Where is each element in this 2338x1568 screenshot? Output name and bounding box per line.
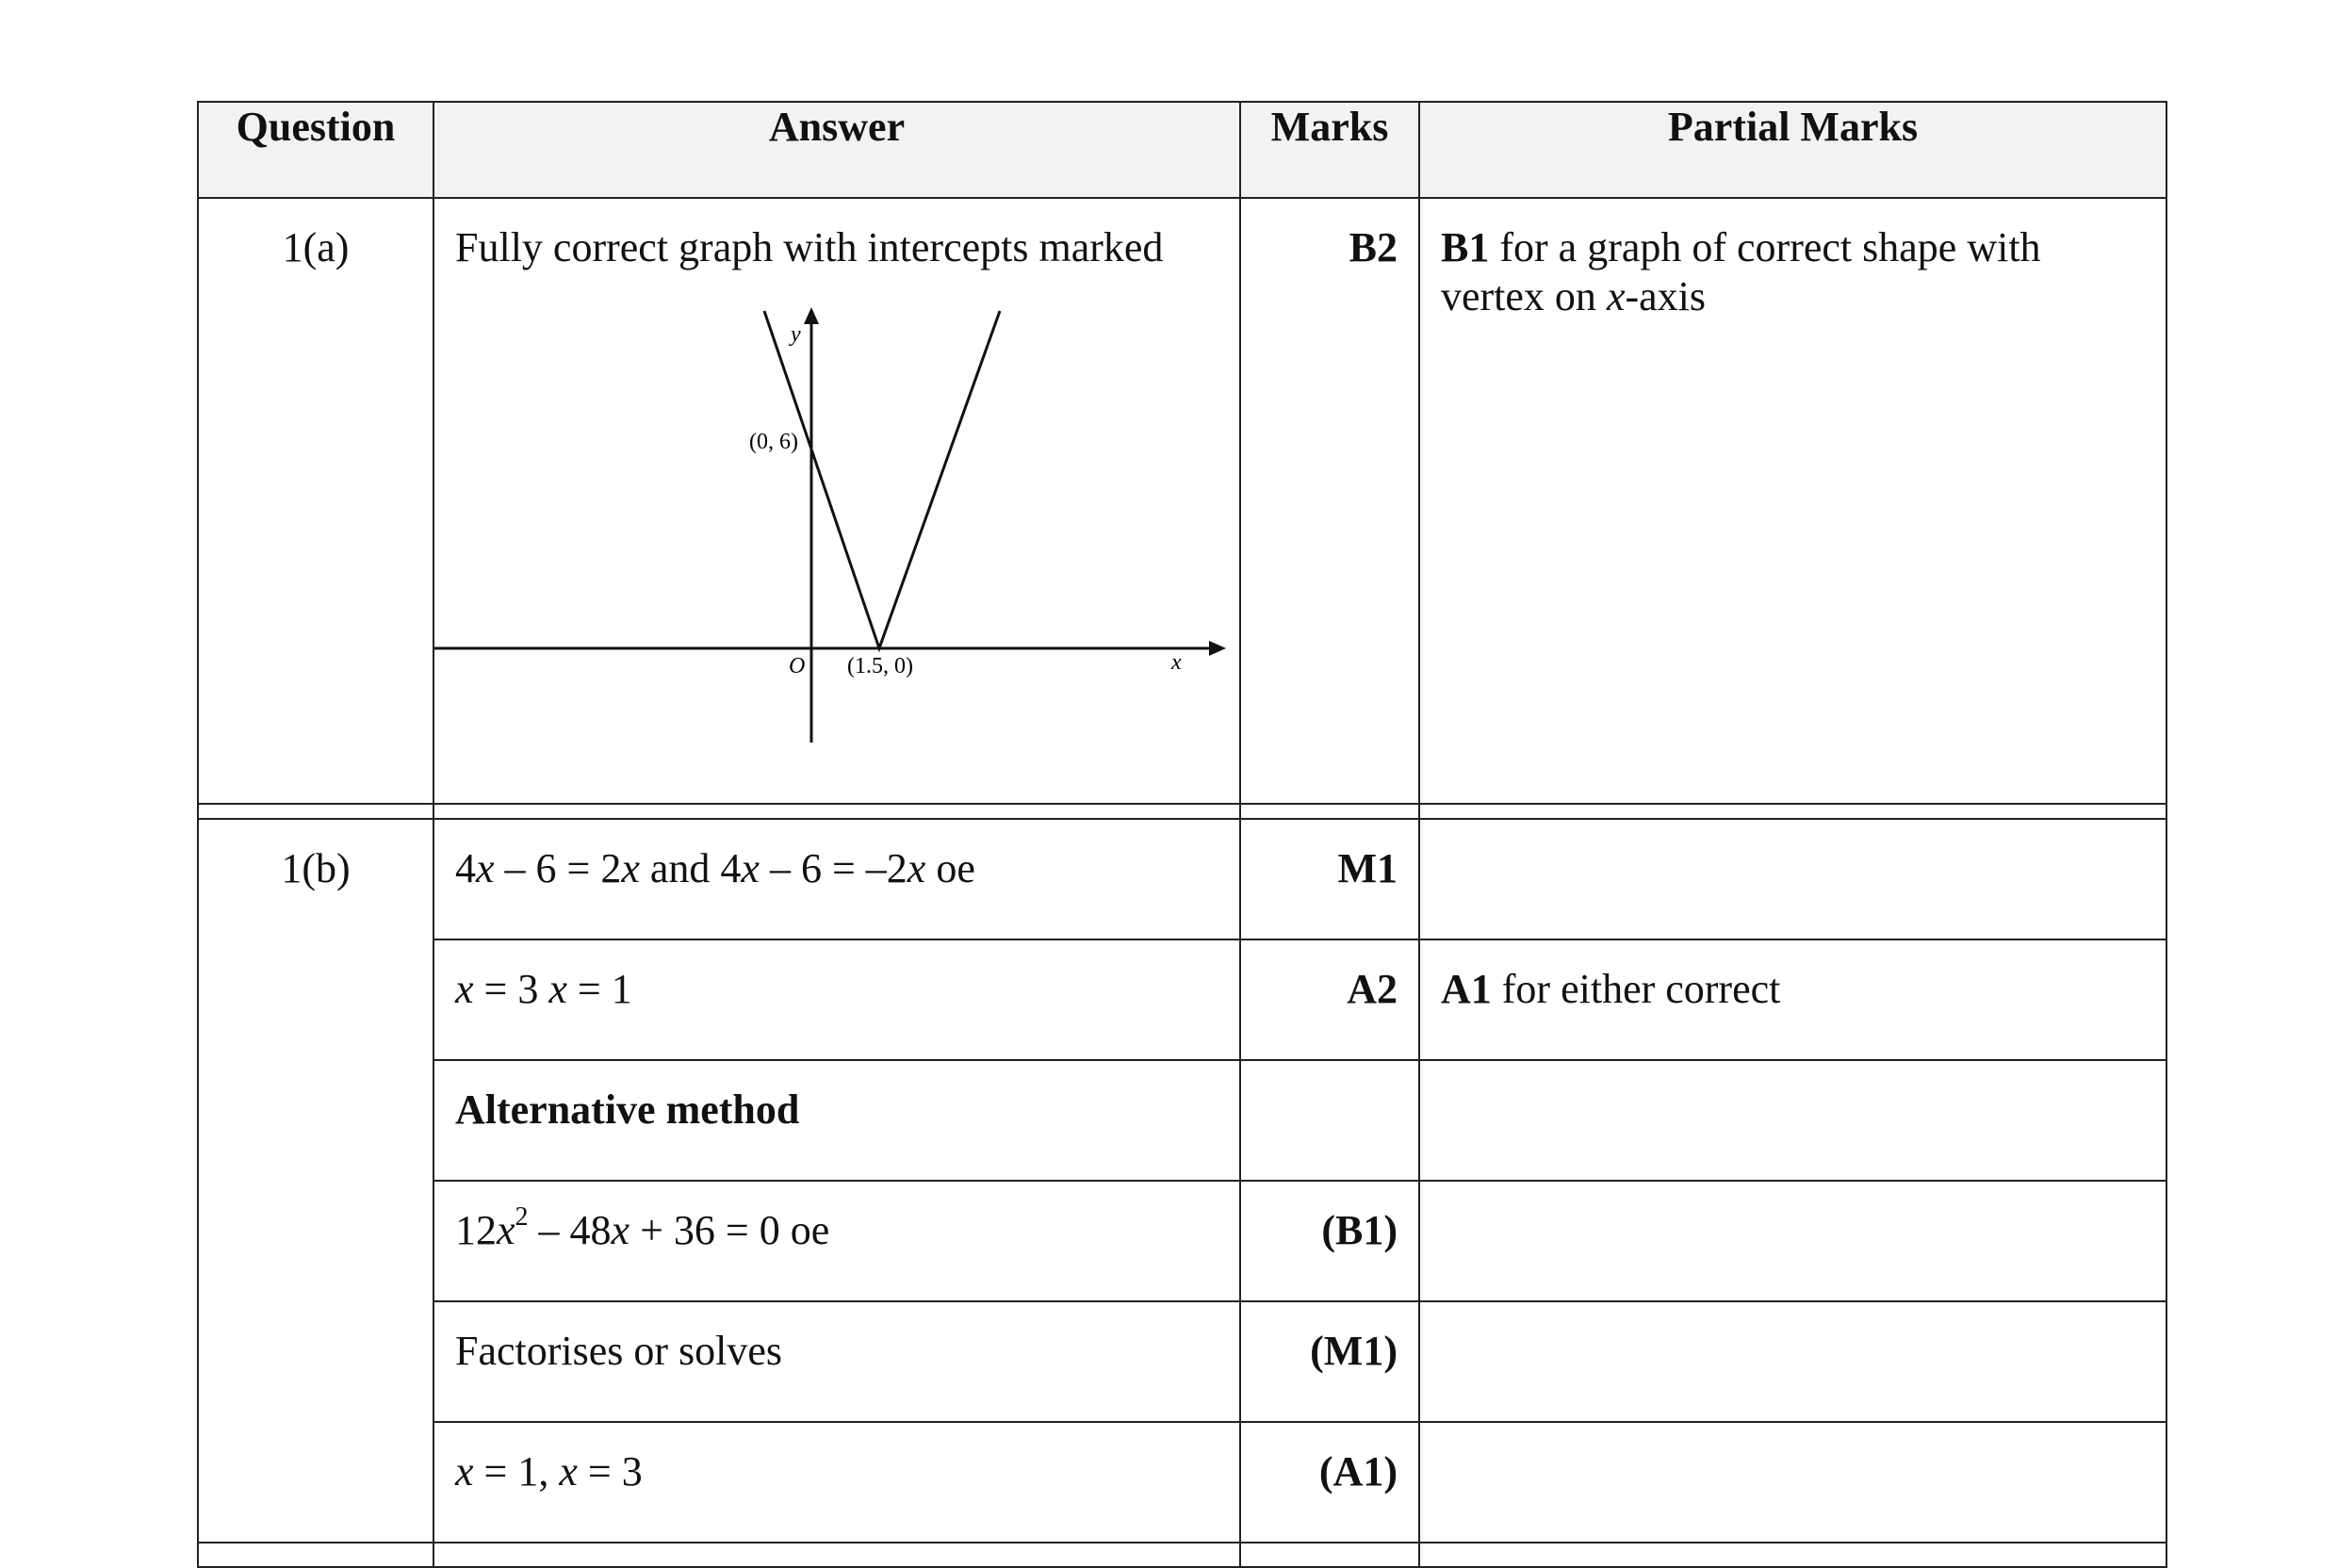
marks-cell: (B1)	[1240, 1181, 1419, 1301]
x-intercept-label: (1.5, 0)	[847, 654, 913, 678]
modulus-graph	[434, 300, 1226, 752]
question-1b-row	[198, 1301, 2166, 1422]
question-1b-row	[198, 1422, 2166, 1543]
answer-cell: 4x – 6 = 2x and 4x – 6 = –2x oe	[433, 819, 1240, 939]
header-partial-marks: Partial Marks	[1419, 102, 2166, 198]
y-axis-label: y	[791, 322, 801, 347]
partial-text-2: -axis	[1625, 273, 1706, 319]
partial-mark-code: B1	[1441, 224, 1490, 270]
header-answer: Answer	[433, 102, 1240, 198]
answer-cell	[433, 198, 1240, 804]
answer-text: Fully correct graph with intercepts marked	[455, 224, 1164, 270]
partial-marks-cell	[1419, 819, 2166, 939]
y-axis-arrow	[804, 307, 819, 324]
question-1a-row	[198, 198, 2166, 804]
modulus-curve	[764, 311, 1000, 648]
question-1b-row	[198, 819, 2166, 939]
x-axis-label: x	[1171, 650, 1182, 675]
table-continuation	[198, 1543, 2166, 1567]
marks-cell: M1	[1240, 819, 1419, 939]
marks-cell: (A1)	[1240, 1422, 1419, 1543]
mark-scheme-table	[197, 101, 2167, 1568]
x-axis-arrow	[1209, 641, 1226, 656]
question-1b-row	[198, 1060, 2166, 1181]
marks-cell: A2	[1240, 939, 1419, 1060]
partial-marks-cell	[1419, 1422, 2166, 1543]
answer-cell: Alternative method	[433, 1060, 1240, 1181]
question-1b-row	[198, 1181, 2166, 1301]
question-number: 1(a)	[198, 198, 433, 804]
origin-label: O	[789, 654, 806, 678]
marks-cell: (M1)	[1240, 1301, 1419, 1422]
marks-cell: B2	[1240, 198, 1419, 804]
partial-marks-cell	[1419, 198, 2166, 804]
answer-cell: Factorises or solves	[433, 1301, 1240, 1422]
partial-text-italic: x	[1606, 273, 1626, 319]
header-row	[198, 102, 2166, 198]
answer-cell: x = 1, x = 3	[433, 1422, 1240, 1543]
partial-text-1: for a graph of correct shape with vertex on	[1441, 224, 2041, 319]
partial-marks-cell	[1419, 1060, 2166, 1181]
question-number: 1(b)	[198, 819, 433, 1543]
answer-cell: x = 3 x = 1	[433, 939, 1240, 1060]
question-1b-row	[198, 939, 2166, 1060]
header-marks: Marks	[1240, 102, 1419, 198]
answer-cell: $12x^2 - 48x + 36 = 0$ oe	[433, 1181, 1240, 1301]
partial-marks-cell	[1419, 1181, 2166, 1301]
marks-cell	[1240, 1060, 1419, 1181]
header-question: Question	[198, 102, 433, 198]
section-divider	[198, 804, 2166, 819]
y-intercept-label: (0, 6)	[749, 430, 798, 454]
partial-marks-cell	[1419, 1301, 2166, 1422]
partial-marks-cell: A1 for either correct	[1419, 939, 2166, 1060]
